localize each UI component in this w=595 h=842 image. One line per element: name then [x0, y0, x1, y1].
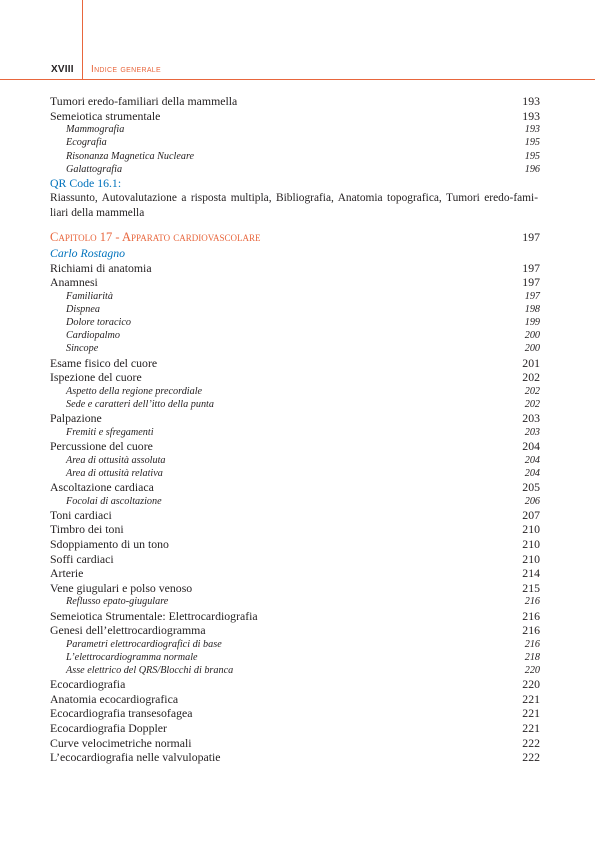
toc-entry-page: 199 — [524, 317, 540, 329]
running-title: Indice generale — [91, 64, 161, 75]
toc-entry-page: 216 — [524, 596, 540, 608]
toc-entry-title: Sdoppiamento di un tono — [50, 536, 169, 551]
toc-entry-title: L’ecocardiografia nelle valvulopatie — [50, 750, 221, 765]
toc-entry-title: Mammografia — [66, 124, 125, 136]
toc-entry-title: Parametri elettrocardiografici di base — [66, 638, 222, 650]
toc-entry-title: Percussione del cuore — [50, 439, 153, 453]
toc-entry-title: Ascoltazione cardiaca — [50, 479, 154, 494]
toc-entry-page: 216 — [522, 608, 540, 623]
toc-entry-title: Sede e caratteri dell’itto della punta — [66, 399, 214, 411]
toc-entry — [50, 736, 540, 751]
toc-entry-page: 210 — [522, 536, 540, 551]
header-vertical-rule — [82, 0, 83, 79]
toc-entry-title: Genesi dell’elettrocardiogramma — [50, 623, 206, 638]
toc-subentry — [50, 638, 540, 651]
toc-subentry — [50, 454, 540, 467]
toc-entry-page: 202 — [524, 385, 540, 397]
toc-entry — [50, 706, 540, 721]
toc-entry-title: Ecocardiografia — [50, 677, 126, 692]
chapter-author: Carlo Rostagno — [50, 245, 126, 260]
toc-subentry — [50, 342, 540, 355]
header-horizontal-rule — [0, 79, 595, 80]
toc-entry-page: 193 — [524, 124, 540, 136]
toc-entry — [50, 356, 540, 371]
toc-entry-title: Semeiotica Strumentale: Elettrocardiografia — [50, 608, 258, 623]
toc-entry — [50, 370, 540, 385]
toc-subentry — [50, 467, 540, 480]
toc-entry-page: 202 — [524, 399, 540, 411]
toc-entry-title: Galattografia — [66, 163, 123, 175]
toc-entry-title: Dispnea — [66, 303, 100, 315]
toc-entry-title: Tumori eredo-familiari della mammella — [50, 94, 238, 108]
toc-entry-page: 202 — [522, 370, 540, 385]
toc-entry-title: Soffi cardiaci — [50, 551, 114, 566]
toc-entry-title: Cardiopalmo — [66, 330, 120, 342]
toc-entry-title: Sincope — [66, 343, 99, 355]
toc-entry — [50, 566, 540, 581]
toc-entry-title: Reflusso epato-giugulare — [66, 596, 169, 608]
toc-subentry — [50, 316, 540, 329]
toc-entry-page: 200 — [524, 330, 540, 342]
toc-subentry — [50, 303, 540, 316]
toc-entry — [50, 721, 540, 736]
table-of-contents — [50, 94, 540, 765]
toc-subentry — [50, 385, 540, 398]
toc-entry-page: 218 — [524, 651, 540, 663]
toc-entry-page: 222 — [522, 735, 540, 750]
toc-entry-page: 210 — [522, 522, 540, 537]
toc-entry — [50, 480, 540, 495]
toc-entry-title: Area di ottusità assoluta — [66, 454, 166, 466]
toc-entry-title: Ecocardiografia transesofagea — [50, 706, 193, 721]
toc-entry-page: 197 — [522, 275, 540, 290]
toc-entry-title: Anatomia ecocardiografica — [50, 691, 179, 706]
toc-entry-title: Asse elettrico del QRS/Blocchi di branca — [66, 665, 234, 677]
toc-entry-page: 215 — [522, 580, 540, 595]
chapter-title: Capitolo 17 - Apparato cardiovascolare — [50, 229, 261, 244]
toc-entry-title: Ispezione del cuore — [50, 370, 142, 385]
toc-entry — [50, 109, 540, 124]
toc-entry-page: 193 — [522, 108, 540, 123]
toc-entry — [50, 522, 540, 537]
toc-previous-chapter-entries — [50, 94, 540, 176]
toc-entry — [50, 581, 540, 596]
toc-entry-title: Anamnesi — [50, 275, 98, 290]
toc-entry-title: Esame fisico del cuore — [50, 355, 158, 370]
toc-subentry — [50, 290, 540, 303]
toc-entry — [50, 623, 540, 638]
toc-entry-page: 222 — [522, 750, 540, 765]
toc-entry — [50, 609, 540, 624]
toc-entry-page: 221 — [522, 706, 540, 721]
toc-entry-page: 198 — [524, 303, 540, 315]
toc-entry-title: Curve velocimetriche normali — [50, 735, 192, 750]
toc-subentry — [50, 123, 540, 136]
toc-entry-title: Semeiotica strumentale — [50, 108, 161, 123]
toc-entry-page: 196 — [524, 163, 540, 175]
toc-entry-title: Arterie — [50, 566, 84, 581]
toc-entry — [50, 750, 540, 765]
toc-subentry — [50, 426, 540, 439]
toc-entry-page: 193 — [522, 94, 540, 108]
toc-entry — [50, 692, 540, 707]
toc-entry-page: 200 — [524, 343, 540, 355]
toc-subentry — [50, 495, 540, 508]
toc-entry-title: Timbro dei toni — [50, 522, 124, 537]
toc-entry-title: Vene giugulari e polso venoso — [50, 580, 193, 595]
toc-subentry — [50, 150, 540, 163]
toc-entry-page: 216 — [522, 623, 540, 638]
toc-entry-page: 216 — [524, 638, 540, 650]
toc-entry-title: Ecocardiografia Doppler — [50, 721, 167, 736]
toc-entry — [50, 411, 540, 426]
toc-entry-page: 207 — [522, 507, 540, 522]
toc-entry-page: 221 — [522, 721, 540, 736]
toc-entry-page: 220 — [524, 665, 540, 677]
toc-subentry — [50, 163, 540, 176]
chapter-heading — [50, 229, 540, 246]
toc-entry-page: 204 — [524, 467, 540, 479]
toc-entry-page: 204 — [524, 454, 540, 466]
toc-entry-page: 197 — [522, 260, 540, 275]
toc-entry — [50, 275, 540, 290]
toc-chapter-entries — [50, 261, 540, 765]
toc-entry — [50, 439, 540, 454]
toc-subentry — [50, 136, 540, 149]
toc-entry-page: 220 — [522, 677, 540, 692]
toc-entry-title: Familiarità — [66, 290, 113, 302]
qr-code-description: Riassunto, Autovalutazione a risposta multipla, Bibliografia, Anatomia topografica, Tumori eredo-fami- liari della mammella — [50, 191, 538, 219]
toc-subentry — [50, 664, 540, 677]
toc-entry-title: Area di ottusità relativa — [66, 467, 163, 479]
toc-entry — [50, 552, 540, 567]
toc-entry-page: 221 — [522, 691, 540, 706]
toc-entry-title: Risonanza Magnetica Nucleare — [66, 150, 195, 162]
toc-entry — [50, 94, 540, 109]
toc-subentry — [50, 651, 540, 664]
toc-entry-title: Dolore toracico — [66, 317, 131, 329]
toc-entry-title: Focolai di ascoltazione — [66, 495, 162, 507]
toc-entry — [50, 537, 540, 552]
toc-entry-page: 203 — [522, 411, 540, 426]
toc-entry-page: 206 — [524, 495, 540, 507]
toc-entry-page: 195 — [524, 137, 540, 149]
page-number: XVIII — [51, 64, 74, 75]
toc-entry-title: Palpazione — [50, 411, 102, 426]
toc-entry — [50, 677, 540, 692]
toc-entry-title: Aspetto della regione precordiale — [66, 385, 203, 397]
toc-entry-page: 214 — [522, 566, 540, 581]
chapter-page: 197 — [522, 229, 540, 244]
toc-entry-title: Toni cardiaci — [50, 507, 112, 522]
toc-entry-title: Richiami di anatomia — [50, 260, 152, 275]
toc-entry-title: L’elettrocardiogramma normale — [66, 651, 198, 663]
toc-entry-page: 205 — [522, 479, 540, 494]
toc-entry-title: Ecografia — [66, 137, 107, 149]
toc-entry-title: Fremiti e sfregamenti — [66, 426, 154, 438]
toc-entry-page: 195 — [524, 150, 540, 162]
toc-entry-page: 203 — [524, 426, 540, 438]
toc-entry-page: 201 — [522, 355, 540, 370]
toc-entry — [50, 508, 540, 523]
qr-code-label: QR Code 16.1: — [50, 175, 122, 190]
toc-entry-page: 210 — [522, 551, 540, 566]
toc-subentry — [50, 398, 540, 411]
toc-subentry — [50, 595, 540, 608]
toc-subentry — [50, 329, 540, 342]
toc-entry-page: 197 — [524, 290, 540, 302]
toc-entry-page: 204 — [522, 439, 540, 453]
toc-entry — [50, 261, 540, 276]
